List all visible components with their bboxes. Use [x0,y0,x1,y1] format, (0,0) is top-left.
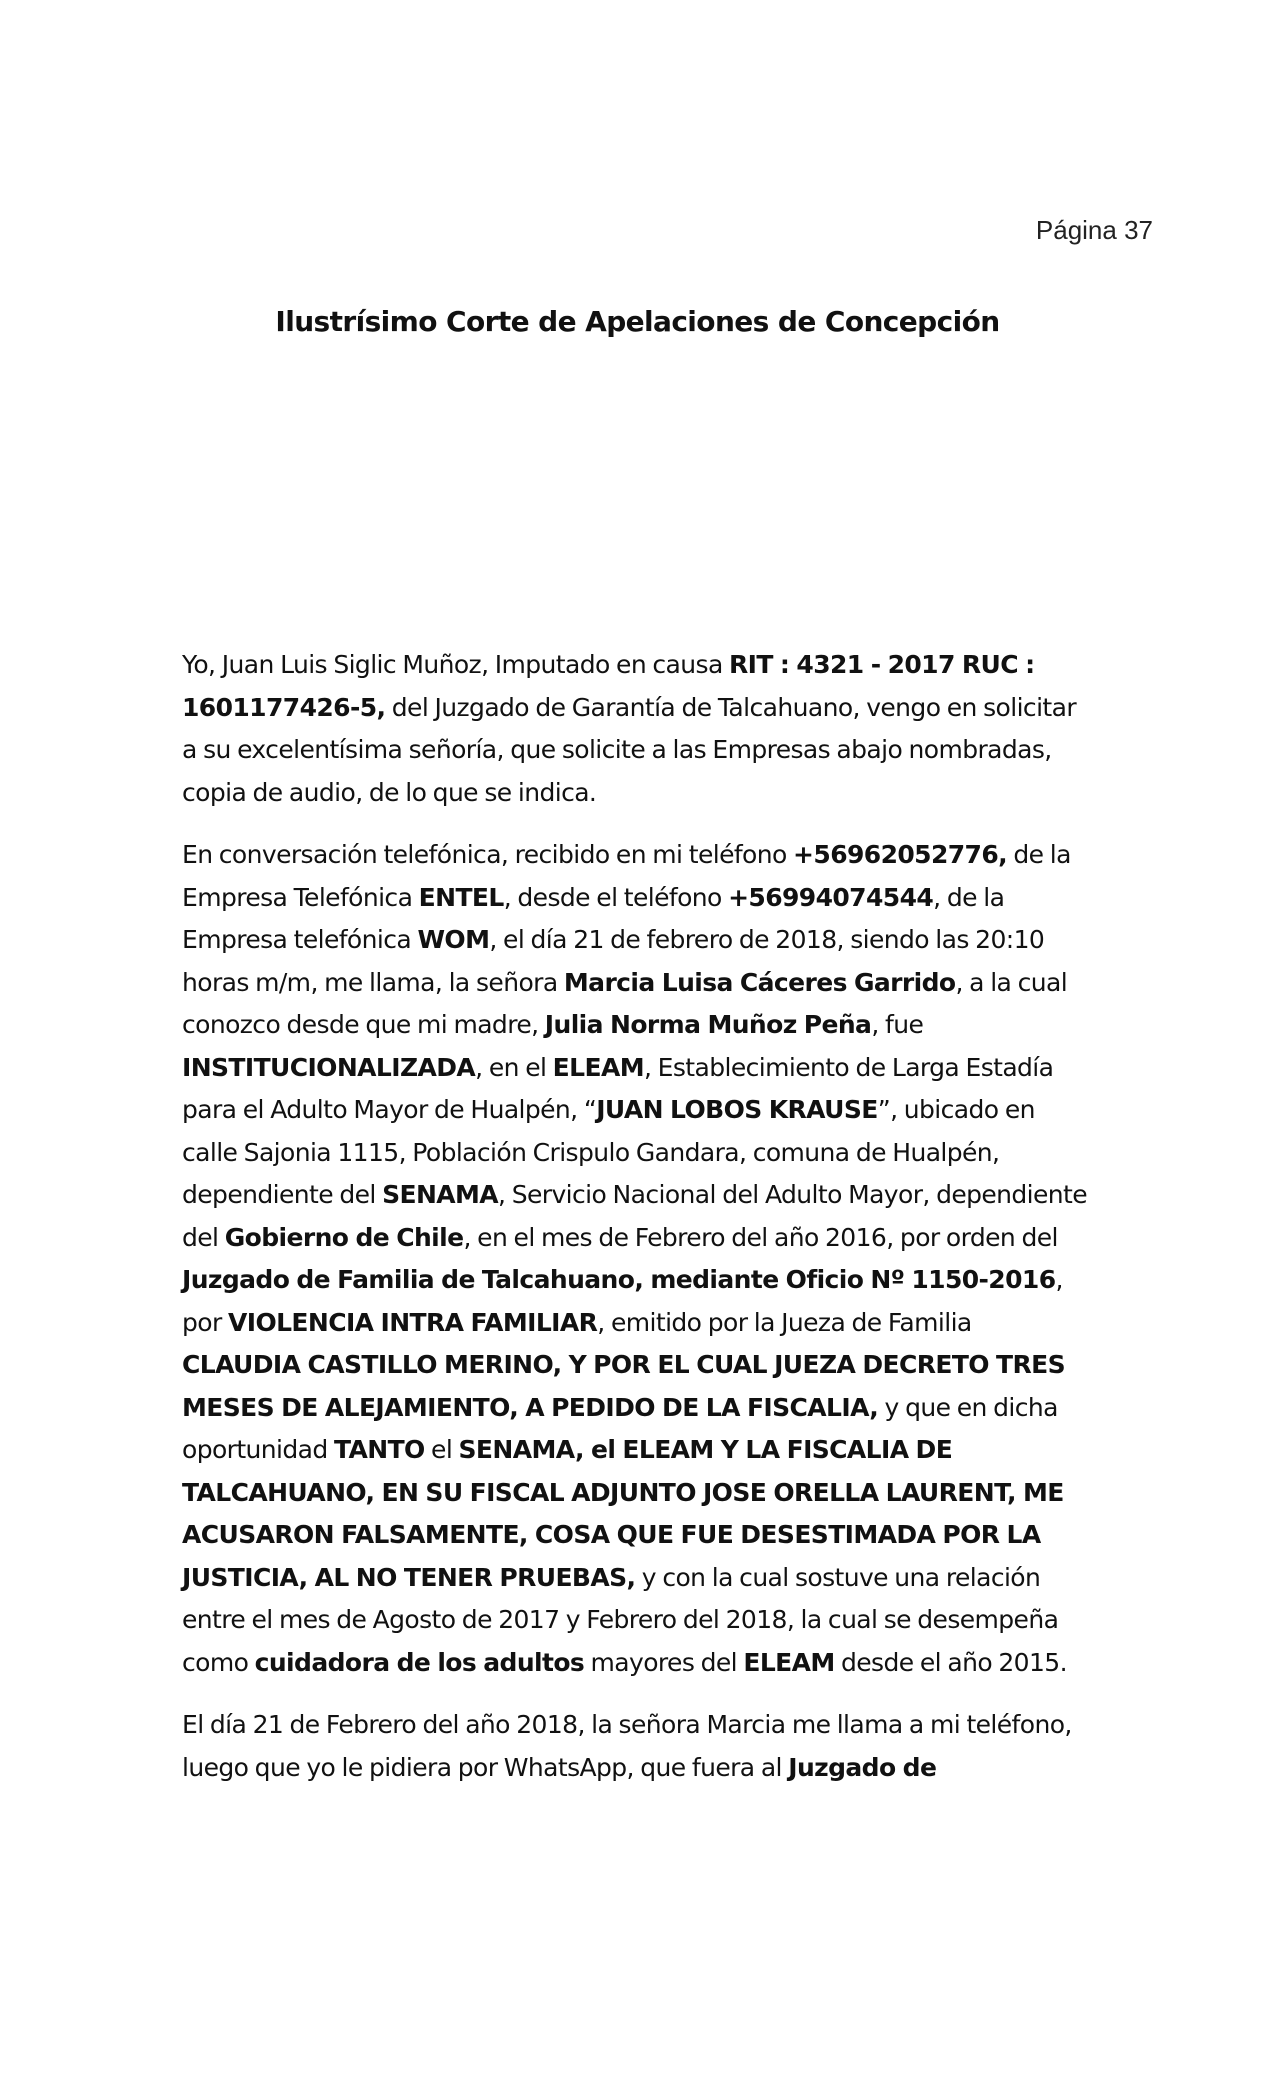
bold-text-run: ELEAM [552,1052,644,1082]
bold-text-run: RIT : 4321 - 2017 RUC : 1601177426-5, [182,650,1035,722]
bold-text-run: VIOLENCIA INTRA FAMILIAR [228,1307,598,1337]
bold-text-run: CLAUDIA CASTILLO MERINO, Y POR EL CUAL JUEZA DECRETO TRES MESES DE ALEJAMIENTO, A PEDIDO DE LA FISCALIA, [182,1350,1066,1422]
text-run: , en el [475,1052,553,1082]
text-run: , a la cual conozco desde que mi madre, [182,967,1068,1039]
bold-text-run: INSTITUCIONALIZADA [182,1052,476,1082]
text-run: ”, ubicado en calle Sajonia 1115, Población Crispulo Gandara, comuna de Hualpén, dependiente del [182,1095,1035,1209]
text-run: , en el mes de Febrero del año 2016, por orden del [463,1222,1058,1252]
page-number: Página 37 [1035,215,1153,245]
text-run: y que en dicha oportunidad [182,1392,1058,1464]
bold-text-run: ELEAM [743,1647,835,1677]
document-title: Ilustrísimo Corte de Apelaciones de Concepción [275,305,1000,338]
bold-text-run: JUAN LOBOS KRAUSE [596,1095,878,1124]
bold-text-run: +56962052776, [793,840,1008,869]
bold-text-run: TANTO [333,1435,425,1464]
text-run: , Servicio Nacional del Adulto Mayor, dependiente del [182,1180,1088,1252]
bold-text-run: Gobierno de Chile [224,1222,464,1252]
bold-text-run: SENAMA [382,1180,499,1209]
bold-text-run: Juzgado de [788,1752,937,1782]
bold-text-run: ENTEL [418,882,504,912]
text-run: , emitido por la Jueza de Familia [597,1307,972,1337]
text-run: , el día 21 de febrero de 2018, siendo las 20:10 horas m/m, me llama, la señora [182,925,1045,997]
text-run: , por [182,1265,1063,1337]
bold-text-run: Marcia Luisa Cáceres Garrido [563,967,956,997]
text-run: desde el año 2015. [834,1647,1067,1677]
text-run: del Juzgado de Garantía de Talcahuano, vengo en solicitar a su excelentísima señoría, que solicite a las Empresas abajo nombradas, copia de audio, de lo que se indica. [182,692,1077,807]
bold-text-run: +56994074544 [728,882,934,912]
text-run: , Establecimiento de Larga Estadía para el Adulto Mayor de Hualpén, “ [182,1052,1054,1124]
text-run: , de la Empresa telefónica [182,882,1005,954]
text-run: y con la cual sostuve una relación entre el mes de Agosto de 2017 y Febrero del 2018, la cual se desempeña como [182,1562,1059,1677]
bold-text-run: WOM [417,925,490,954]
text-run: El día 21 de Febrero del año 2018, la señora Marcia me llama a mi teléfono, luego que yo le pidiera por WhatsApp, que fuera al [182,1710,1072,1782]
bold-text-run: Julia Norma Muñoz Peña [544,1010,872,1039]
text-run: , desde el teléfono [503,882,729,912]
document-body [182,644,1094,1809]
bold-text-run: SENAMA, el ELEAM Y LA FISCALIA DE TALCAHUANO, EN SU FISCAL ADJUNTO JOSE ORELLA LAURENT, ME ACUSARON FALSAMENTE, COSA QUE FUE DESESTIMADA POR LA JUSTICIA, AL NO TENER PRUEBAS, [182,1435,1064,1592]
paragraph-february-call [182,1704,1094,1789]
text-run: de la Empresa Telefónica [182,840,1071,912]
bold-text-run: Juzgado de Familia de Talcahuano, mediante Oficio Nº 1150-2016 [182,1265,1056,1294]
paragraph-phone-call [182,834,1094,1684]
text-run: , fue [871,1010,924,1039]
bold-text-run: cuidadora de los adultos [254,1647,585,1677]
paragraph-request [182,644,1094,814]
text-run: mayores del [584,1647,744,1677]
text-run: En conversación telefónica, recibido en mi teléfono [182,840,794,869]
text-run: el [424,1435,459,1464]
text-run: Yo, Juan Luis Siglic Muñoz, Imputado en causa [182,650,730,679]
